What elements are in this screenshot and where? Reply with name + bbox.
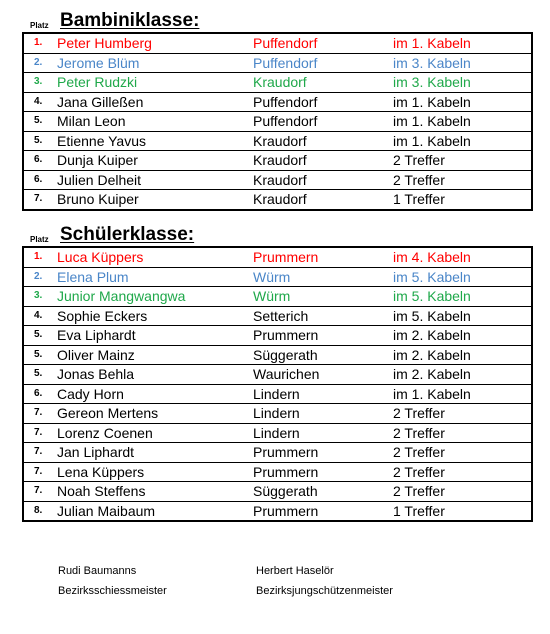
result-cell: im 3. Kabeln — [393, 53, 532, 73]
town-cell: Würm — [253, 287, 393, 307]
result-cell: im 5. Kabeln — [393, 287, 532, 307]
signature-role: Bezirksschiessmeister — [58, 585, 167, 597]
table-row — [23, 462, 532, 482]
place-cell: 7. — [23, 462, 57, 482]
signature-name: Herbert Haselör — [256, 565, 334, 577]
town-cell: Waurichen — [253, 365, 393, 385]
town-cell: Süggerath — [253, 345, 393, 365]
name-cell: Lorenz Coenen — [57, 423, 253, 443]
place-cell: 6. — [23, 151, 57, 171]
name-cell: Sophie Eckers — [57, 306, 253, 326]
table-row — [23, 287, 532, 307]
town-cell: Puffendorf — [253, 112, 393, 132]
town-cell: Kraudorf — [253, 73, 393, 93]
town-cell: Lindern — [253, 404, 393, 424]
name-cell: Jerome Blüm — [57, 53, 253, 73]
section-header — [22, 8, 530, 32]
table-row — [23, 404, 532, 424]
place-cell: 2. — [23, 53, 57, 73]
town-cell: Kraudorf — [253, 151, 393, 171]
section-title: Bambiniklasse: — [60, 10, 200, 31]
result-cell: 2 Treffer — [393, 423, 532, 443]
name-cell: Peter Rudzki — [57, 73, 253, 93]
table-row — [23, 384, 532, 404]
town-cell: Setterich — [253, 306, 393, 326]
table-row — [23, 247, 532, 267]
town-cell: Süggerath — [253, 482, 393, 502]
table-row — [23, 112, 532, 132]
results-table — [22, 32, 533, 211]
table-row — [23, 170, 532, 190]
town-cell: Prummern — [253, 462, 393, 482]
name-cell: Jana Gilleßen — [57, 92, 253, 112]
table-row — [23, 326, 532, 346]
place-cell: 5. — [23, 345, 57, 365]
place-cell: 2. — [23, 267, 57, 287]
name-cell: Lena Küppers — [57, 462, 253, 482]
name-cell: Eva Liphardt — [57, 326, 253, 346]
result-cell: 2 Treffer — [393, 151, 532, 171]
name-cell: Peter Humberg — [57, 35, 152, 52]
table-row — [23, 53, 532, 73]
place-cell: 3. — [23, 287, 57, 307]
signature-role: Bezirksjungschützenmeister — [256, 585, 393, 597]
place-cell: 7. — [23, 423, 57, 443]
place-cell: 5. — [23, 326, 57, 346]
place-cell: 3. — [23, 73, 57, 93]
platz-column-label: Platz — [30, 235, 49, 244]
name-cell: Oliver Mainz — [57, 345, 253, 365]
town-cell: Prummern — [253, 443, 393, 463]
result-cell: 2 Treffer — [393, 170, 532, 190]
table-row — [23, 73, 532, 93]
name-cell: Julien Delheit — [57, 170, 253, 190]
result-cell: 2 Treffer — [393, 482, 532, 502]
result-cell: 2 Treffer — [393, 462, 532, 482]
name-cell: Milan Leon — [57, 112, 253, 132]
place-cell: 7. — [23, 482, 57, 502]
signature-name: Rudi Baumanns — [58, 565, 137, 577]
place-cell: 4. — [23, 92, 57, 112]
table-row — [23, 443, 532, 463]
name-cell: Etienne Yavus — [57, 131, 253, 151]
name-cell: Cady Horn — [57, 384, 253, 404]
result-cell: im 1. Kabeln — [393, 92, 532, 112]
name-cell: Luca Küppers — [57, 249, 144, 266]
name-cell: Noah Steffens — [57, 482, 253, 502]
result-cell: im 4. Kabeln — [393, 249, 471, 266]
town-cell: Prummern — [253, 249, 319, 266]
place-cell: 5. — [23, 131, 57, 151]
name-cell: Dunja Kuiper — [57, 151, 253, 171]
table-row — [23, 482, 532, 502]
result-cell: im 5. Kabeln — [393, 267, 532, 287]
result-cell: im 1. Kabeln — [393, 35, 471, 52]
place-cell: 7. — [23, 443, 57, 463]
results-table — [22, 246, 533, 522]
name-cell: Jonas Behla — [57, 365, 253, 385]
schueler-section — [22, 222, 530, 522]
result-cell: im 1. Kabeln — [393, 384, 532, 404]
table-row — [23, 151, 532, 171]
name-cell: Gereon Mertens — [57, 404, 253, 424]
town-cell: Prummern — [253, 326, 393, 346]
place-cell: 6. — [23, 384, 57, 404]
place-cell: 6. — [23, 170, 57, 190]
town-cell: Puffendorf — [253, 35, 318, 52]
town-cell: Kraudorf — [253, 190, 393, 210]
table-row — [23, 190, 532, 210]
table-row — [23, 306, 532, 326]
place-cell: 1. — [34, 37, 43, 49]
result-cell: im 5. Kabeln — [393, 306, 532, 326]
table-row — [23, 365, 532, 385]
result-cell: im 2. Kabeln — [393, 365, 532, 385]
result-cell: im 2. Kabeln — [393, 326, 532, 346]
name-cell: Elena Plum — [57, 267, 253, 287]
result-cell: im 2. Kabeln — [393, 345, 532, 365]
signature-right — [256, 561, 393, 601]
town-cell: Puffendorf — [253, 92, 393, 112]
result-cell: 1 Treffer — [393, 501, 532, 521]
name-cell: Bruno Kuiper — [57, 190, 253, 210]
place-cell: 4. — [23, 306, 57, 326]
table-row — [23, 131, 532, 151]
place-cell: 5. — [23, 112, 57, 132]
result-cell: im 1. Kabeln — [393, 131, 532, 151]
town-cell: Lindern — [253, 384, 393, 404]
result-cell: 2 Treffer — [393, 404, 532, 424]
town-cell: Prummern — [253, 501, 393, 521]
name-cell: Jan Liphardt — [57, 443, 253, 463]
name-cell: Junior Mangwangwa — [57, 287, 253, 307]
place-cell: 5. — [23, 365, 57, 385]
table-row — [23, 501, 532, 521]
result-cell: im 1. Kabeln — [393, 112, 532, 132]
town-cell: Kraudorf — [253, 131, 393, 151]
table-row — [23, 423, 532, 443]
town-cell: Würm — [253, 267, 393, 287]
result-cell: 1 Treffer — [393, 190, 532, 210]
result-cell: im 3. Kabeln — [393, 73, 532, 93]
table-row — [23, 345, 532, 365]
signature-left — [58, 561, 167, 601]
table-row — [23, 33, 532, 53]
section-header — [22, 222, 530, 246]
platz-column-label: Platz — [30, 21, 49, 30]
town-cell: Kraudorf — [253, 170, 393, 190]
name-cell: Julian Maibaum — [57, 501, 253, 521]
place-cell: 7. — [23, 190, 57, 210]
table-row — [23, 267, 532, 287]
town-cell: Puffendorf — [253, 53, 393, 73]
place-cell: 8. — [23, 501, 57, 521]
place-cell: 1. — [34, 251, 43, 263]
result-cell: 2 Treffer — [393, 443, 532, 463]
table-row — [23, 92, 532, 112]
town-cell: Lindern — [253, 423, 393, 443]
place-cell: 7. — [23, 404, 57, 424]
bambini-section — [22, 8, 530, 211]
section-title: Schülerklasse: — [60, 224, 195, 245]
